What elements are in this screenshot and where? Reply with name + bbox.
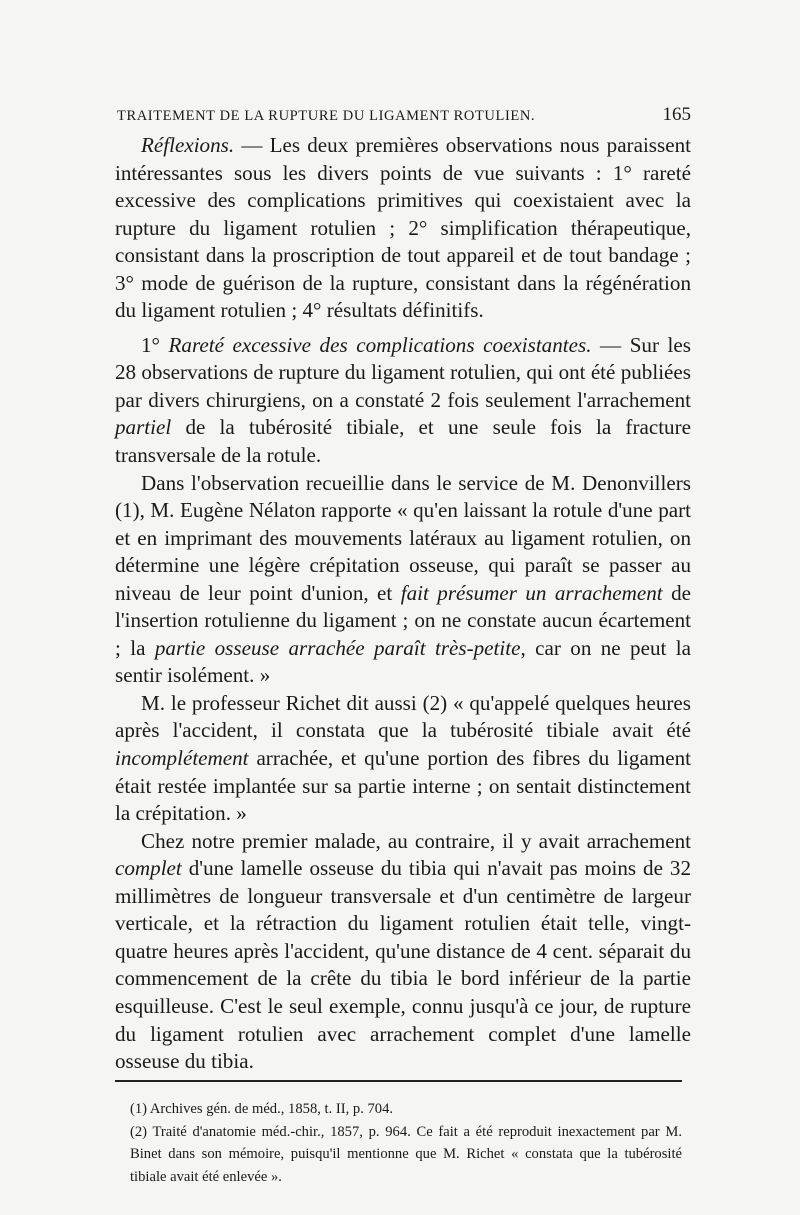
paragraph-text: — Les deux premières observations nous paraissent intéressantes sous les divers points de vue suivants : 1° rareté excessive des complications primitives qui coexistaient avec la rupture du ligament rotulien ; 2° simplification thérapeutique, consistant dans la proscription de tout appareil et de tout bandage ; 3° mode de guérison de la rupture, consistant dans la régénération du ligament rotulien ; 4° résultats définitifs. [115, 133, 691, 323]
section-number: 1° [141, 332, 169, 357]
body-text [115, 132, 691, 1076]
emphasis: partiel [115, 415, 172, 440]
paragraph-text: arrachée, et qu'une portion des fibres du ligament était restée implantée sur sa partie interne ; on sentait distinctement la crépitation. » [115, 746, 691, 826]
emphasis: complet [115, 856, 182, 881]
section-heading: Rareté excessive des complications coexistantes. [168, 332, 592, 357]
paragraph-text: d'une lamelle osseuse du tibia qui n'avait pas moins de 32 millimètres de longueur transversale et d'un centimètre de largeur verticale, et la rétraction du ligament rotulien était telle, vingt-quatre heures après l'accident, qu'une distance de 4 cent. séparait du commencement de la crête du tibia le bord inférieur de la partie esquilleuse. C'est le seul exemple, connu jusqu'à ce jour, de rupture du ligament rotulien avec arrachement complet d'une lamelle osseuse du tibia. [115, 856, 691, 1074]
paragraph-premier-malade [115, 828, 691, 1076]
paragraph-text: de l'insertion rotulienne du ligament ; on ne constate aucun écartement ; la [115, 580, 692, 660]
emphasis: incomplétement [115, 746, 249, 771]
footnote-divider [115, 1080, 682, 1082]
paragraph-lead: Réflexions. [141, 133, 235, 157]
paragraph-text: de la tubérosité tibiale, et une seule fois la fracture transversale de la rotule. [115, 415, 691, 468]
paragraph-text: — Sur les 28 observations de rupture du ligament rotulien, qui ont été publiées par divers chirurgiens, on a constaté 2 fois seulement l'arrachement [115, 332, 691, 412]
paragraph-rarete [115, 332, 691, 470]
paragraph-text: , car on ne peut la sentir isolément. » [115, 635, 691, 688]
paragraph-reflexions [115, 132, 691, 325]
paragraph-text: M. le professeur Richet dit aussi (2) « qu'appelé quelques heures après l'accident, il constata que la tubérosité tibiale avait été [115, 690, 691, 743]
emphasis: partie osseuse arrachée paraît très-petite [154, 635, 521, 660]
emphasis: fait présumer un arrachement [400, 580, 663, 605]
page-number: 165 [662, 104, 691, 125]
paragraph-text: Chez notre premier malade, au contraire, il y avait arrachement [141, 828, 691, 853]
footnotes [130, 1098, 682, 1188]
running-header [117, 104, 691, 126]
footnote-1: (1) Archives gén. de méd., 1858, t. II, p. 704. [130, 1101, 394, 1117]
paragraph-richet [115, 690, 691, 828]
paragraph-text: Dans l'observation recueillie dans le service de M. Denonvillers (1), M. Eugène Nélaton rapporte « qu'en laissant la rotule d'une part et en imprimant des mouvements latéraux au ligament rotulien, on détermine une légère crépitation osseuse, qui paraît se passer au niveau de leur point d'union, et [115, 470, 691, 605]
footnote-2: (2) Traité d'anatomie méd.-chir., 1857, p. 964. Ce fait a été reproduit inexactement par M. Binet dans son mémoire, puisqu'il mentionne que M. Richet « constata que la tubérosité tibiale avait été enlevée ». [130, 1123, 682, 1185]
running-title: TRAITEMENT DE LA RUPTURE DU LIGAMENT ROTULIEN. [117, 108, 536, 124]
paragraph-denonvillers [115, 470, 691, 690]
